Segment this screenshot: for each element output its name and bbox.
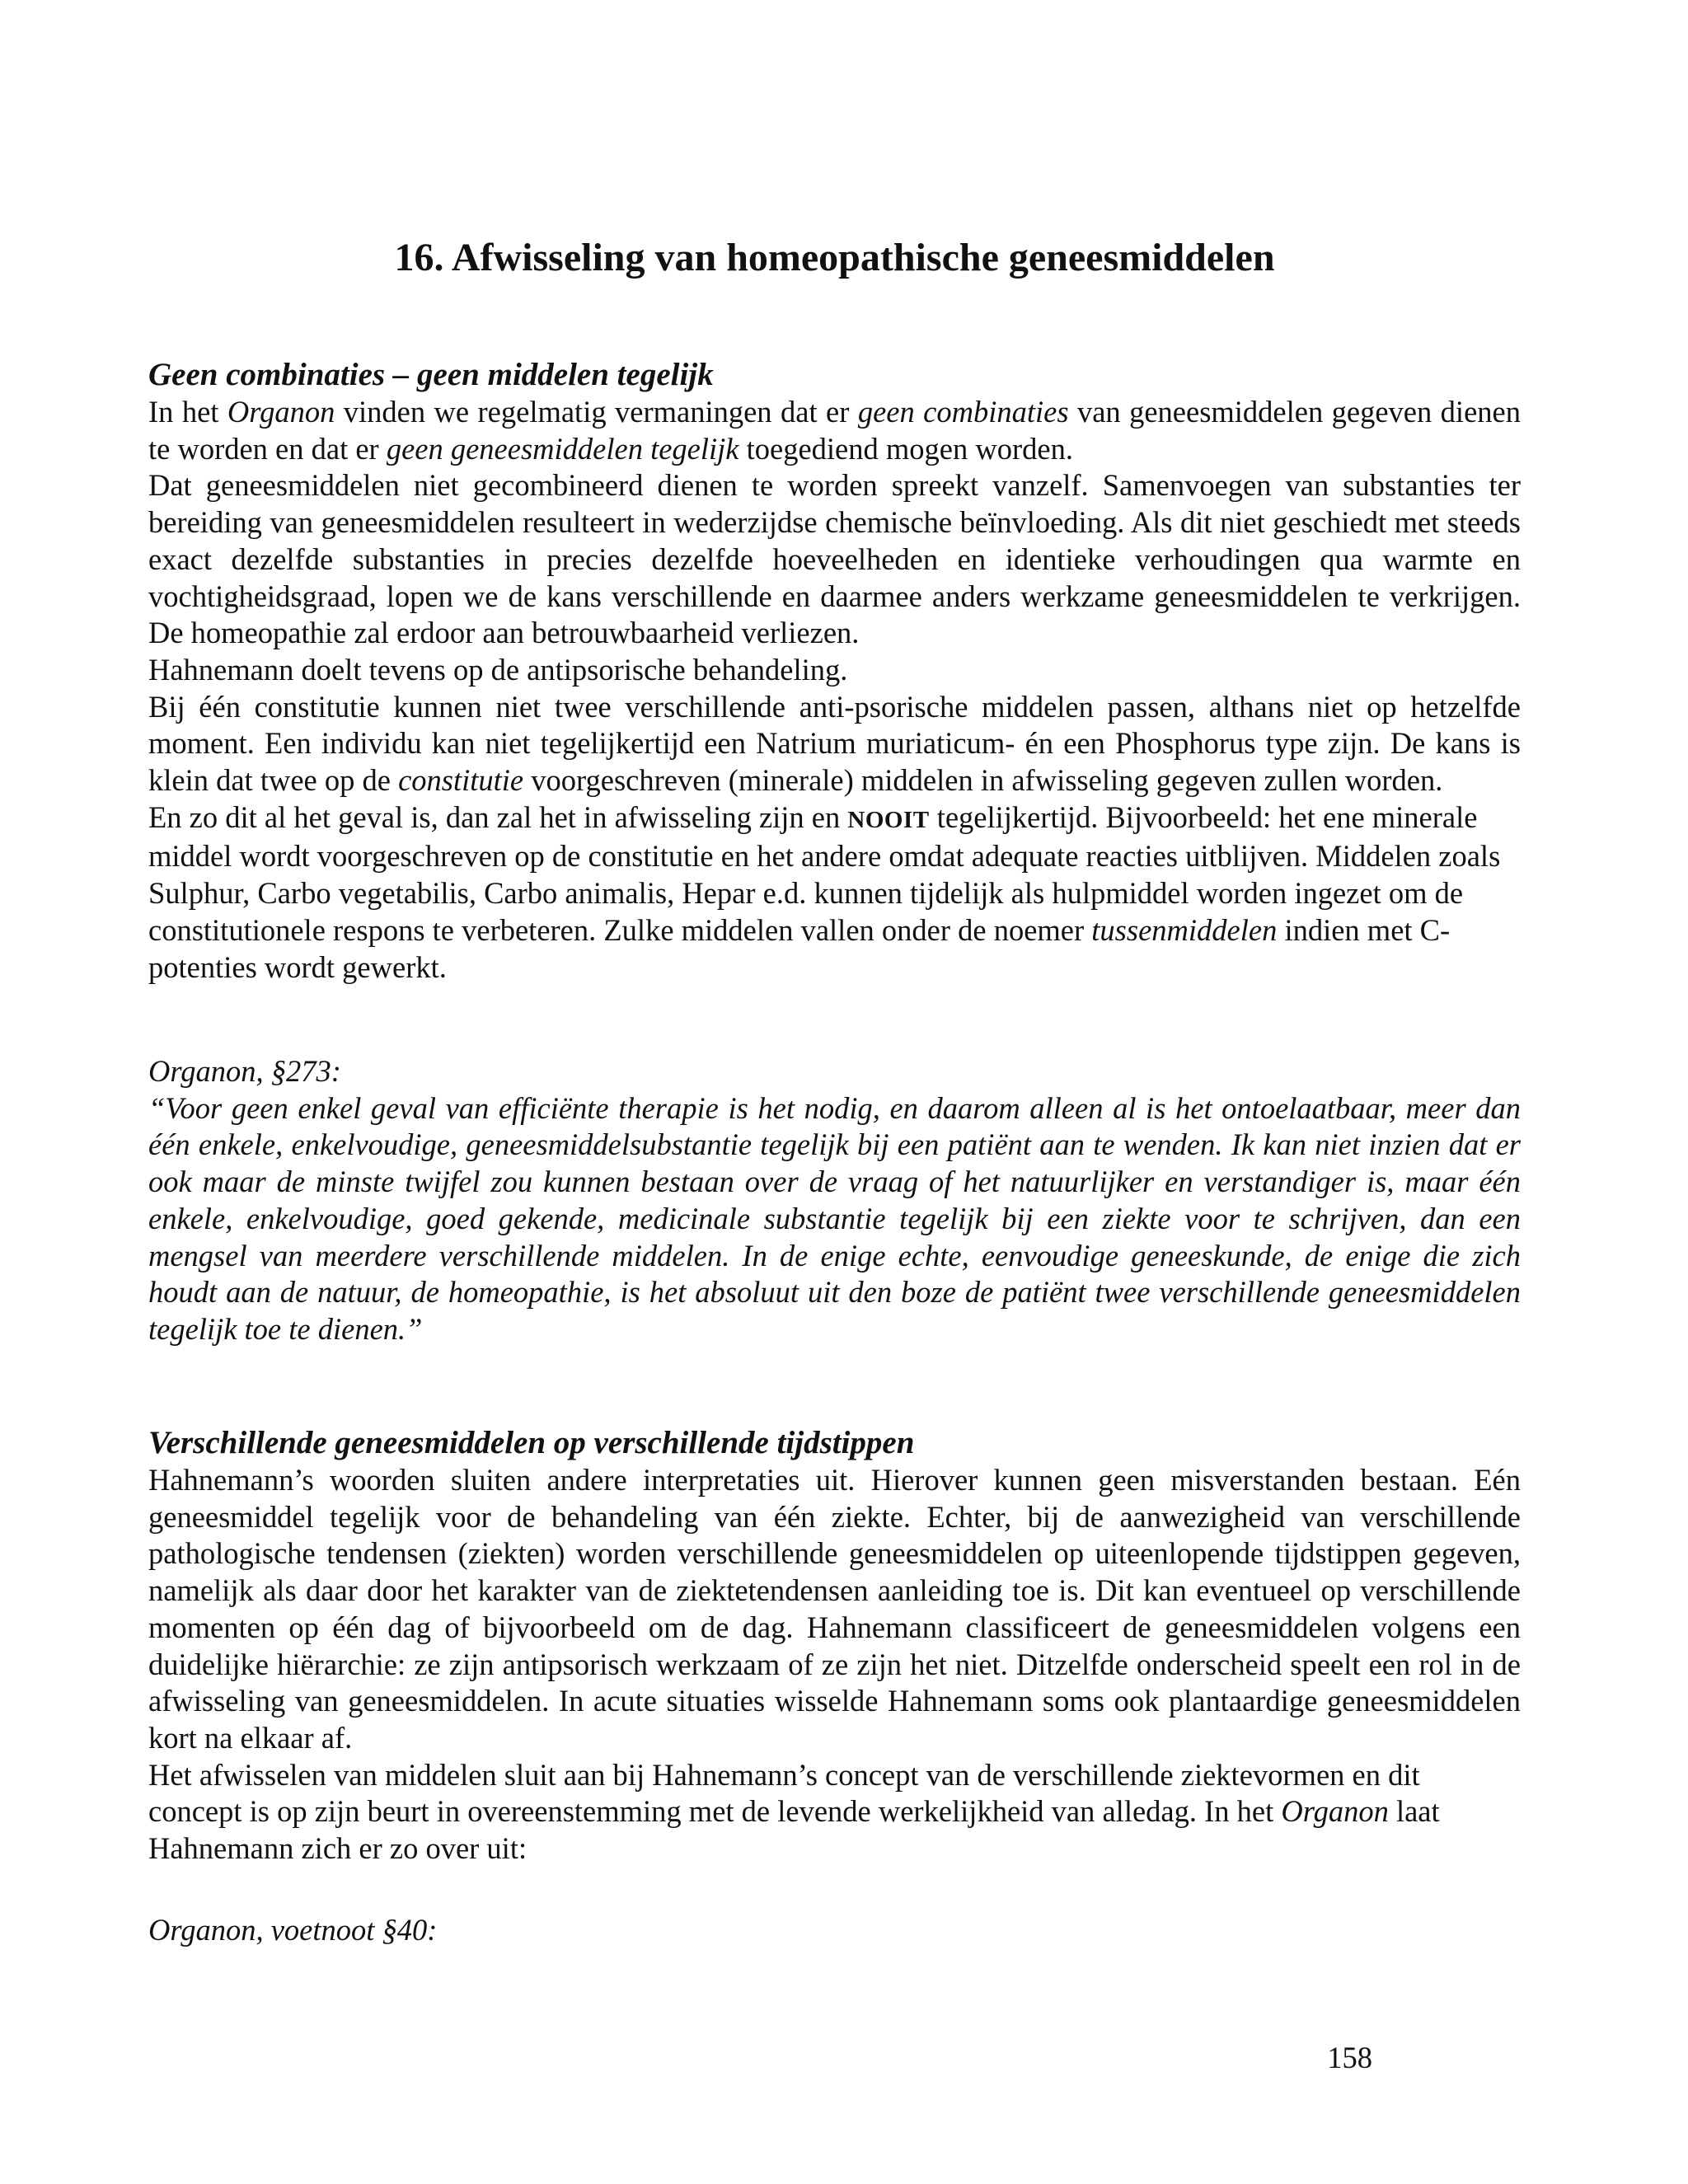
paragraph: Hahnemann’s woorden sluiten andere interpretaties uit. Hierover kunnen geen misverstanden bestaan. Eén geneesmiddel tegelijk voor de behandeling van één ziekte. Echter, bij de aanwezigheid van verschillende pathologische tendensen (ziekten) worden verschillende geneesmiddelen op uiteenlopende tijdstippen gegeven, namelijk als daar door het karakter van de ziektetendensen aanleiding toe is. Dit kan eventueel op verschillende momenten op één dag of bijvoorbeeld om de dag. Hahnemann classificeert de geneesmiddelen volgens een duidelijke hiërarchie: ze zijn antipsorisch werkzaam of ze zijn het niet. Ditzelfde onderscheid speelt een rol in de afwisseling van geneesmiddelen. In acute situaties wisselde Hahnemann soms ook plantaardige geneesmiddelen kort na elkaar af. <box>148 1463 1521 1755</box>
paragraph: In het Organon vinden we regelmatig vermaningen dat er geen combinaties van geneesmiddelen gegeven dienen te worden en dat er geen geneesmiddelen tegelijk toegediend mogen worden. <box>148 395 1521 466</box>
section-heading-geen-combinaties: Geen combinaties – geen middelen tegelijk <box>148 357 714 392</box>
document-page <box>148 0 1521 2184</box>
quote-text: “Voor geen enkel geval van efficiënte therapie is het nodig, en daarom alleen al is het ontoelaatbaar, meer dan één enkele, enkelvoudige, geneesmiddelsubstantie tegelijk bij een patiënt aan te wenden. Ik kan niet inzien dat er ook maar de minste twijfel zou kunnen bestaan over de vraag of het natuurlijker en verstandiger is, maar één enkele, enkelvoudige, goed gekende, medicinale substantie tegelijk bij een ziekte voor te schrijven, dan een mengsel van meerdere verschillende middelen. In de enige echte, eenvoudige geneeskunde, de enige die zich houdt aan de natuur, de homeopathie, is het absoluut uit den boze de patiënt twee verschillende geneesmiddelen tegelijk toe te dienen.” <box>148 1090 1521 1346</box>
page-number: 158 <box>1327 2041 1372 2074</box>
quote-organon-40 <box>148 1912 1521 1949</box>
quote-organon-273 <box>148 1053 1521 1348</box>
quote-reference: Organon, voetnoot §40: <box>148 1913 438 1947</box>
chapter-title: 16. Afwisseling van homeopathische geneesmiddelen <box>394 236 1275 279</box>
section-heading-verschillende-tijdstippen: Verschillende geneesmiddelen op verschillende tijdstippen <box>148 1425 915 1460</box>
paragraph: Hahnemann doelt tevens op de antipsorische behandeling. <box>148 652 848 687</box>
paragraph: En zo dit al het geval is, dan zal het in afwisseling zijn en NOOIT tegelijkertijd. Bijvoorbeeld: het ene minerale middel wordt voorgeschreven op de constitutie en het andere omdat adequate reacties uitblijven. Middelen zoals Sulphur, Carbo vegetabilis, Carbo animalis, Hepar e.d. kunnen tijdelijk als hulpmiddel worden ingezet om de constitutionele respons te verbeteren. Zulke middelen vallen onder de noemer tussenmiddelen indien met C-potenties wordt gewerkt. <box>148 799 1501 984</box>
paragraph: Dat geneesmiddelen niet gecombineerd dienen te worden spreekt vanzelf. Samenvoegen van substanties ter bereiding van geneesmiddelen resulteert in wederzijdse chemische beïnvloeding. Als dit niet geschiedt met steeds exact dezelfde substanties in precies dezelfde hoeveelheden en identieke verhoudingen qua warmte en vochtigheidsgraad, lopen we de kans verschillende en daarmee anders werkzame geneesmiddelen te verkrijgen. De homeopathie zal erdoor aan betrouwbaarheid verliezen. <box>148 468 1521 650</box>
quote-reference: Organon, §273: <box>148 1054 341 1088</box>
paragraph: Bij één constitutie kunnen niet twee verschillende anti-psorische middelen passen, althans niet op hetzelfde moment. Een individu kan niet tegelijkertijd een Natrium muriaticum- én een Phosphorus type zijn. De kans is klein dat twee op de constitutie voorgeschreven (minerale) middelen in afwisseling gegeven zullen worden. <box>148 689 1521 798</box>
section-body-geen-combinaties <box>148 394 1521 986</box>
emphasis-nooit: NOOIT <box>847 806 930 833</box>
section-body-verschillende-tijdstippen <box>148 1462 1521 1868</box>
paragraph: Het afwisselen van middelen sluit aan bij Hahnemann’s concept van de verschillende ziektevormen en dit concept is op zijn beurt in overeenstemming met de levende werkelijkheid van alledag. In het Organon laat Hahnemann zich er zo over uit: <box>148 1757 1440 1866</box>
